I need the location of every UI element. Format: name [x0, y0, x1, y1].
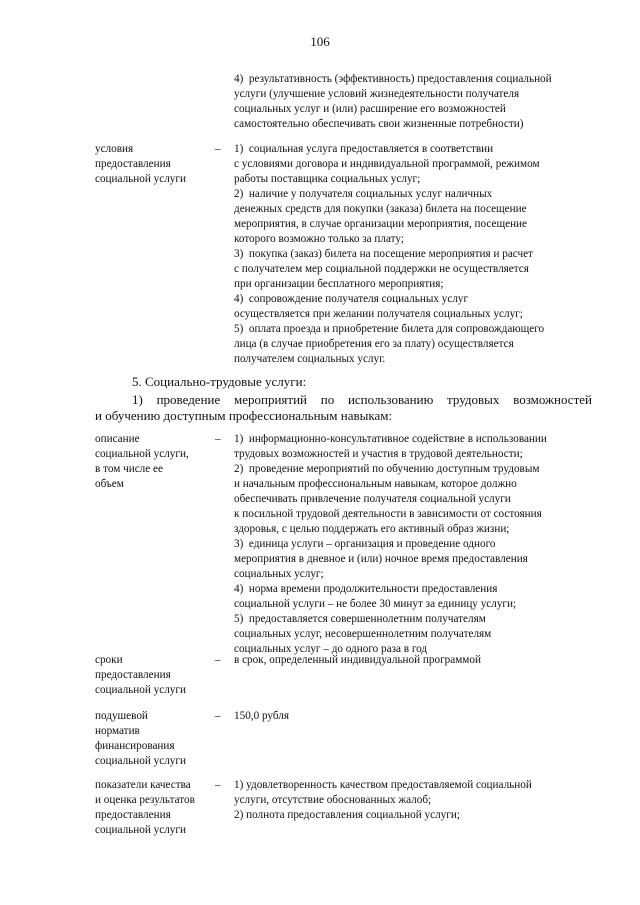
label-line: объем: [95, 478, 124, 490]
text-line: самостоятельно обеспечивать свои жизненные потребности): [234, 118, 524, 130]
dash-separator: –: [215, 779, 221, 791]
text-line: 3) единица услуги – организация и проведение одного: [234, 538, 496, 550]
conditions-text: [234, 142, 596, 367]
text-line: 1) социальная услуга предоставляется в соответствии: [234, 143, 494, 155]
label-line: подушевой: [95, 710, 148, 722]
label-line: социальной услуги: [95, 824, 186, 836]
label-line: описание: [95, 433, 140, 445]
text-line: 3) покупка (заказ) билета на посещение мероприятия и расчет: [234, 248, 534, 260]
text-line: 1) удовлетворенность качеством предоставляемой социальной: [234, 779, 532, 791]
label-line: норматив: [95, 725, 140, 737]
text-line: социальных услуг – до одного раза в год: [234, 643, 428, 655]
label-line: социальной услуги: [95, 173, 186, 185]
text-line: социальной услуги – не более 30 минут за единицу услуги;: [234, 598, 517, 610]
label-line: показатели качества: [95, 779, 191, 791]
page-number: 106: [310, 34, 330, 49]
text-line: социальных услуг и (или) расширение его возможностей: [234, 103, 506, 115]
text-line: мероприятия, в случае организации мероприятия, посещение: [234, 218, 528, 230]
label-line: предоставления: [95, 158, 171, 170]
description-text: [234, 432, 596, 657]
text-line: в срок, определенный индивидуальной программой: [234, 654, 481, 666]
text-line: трудовых возможностей и участия в трудовой деятельности;: [234, 448, 523, 460]
label-line: предоставления: [95, 669, 171, 681]
conditions-label: [95, 142, 215, 187]
subsection-heading-line-1: 1) проведение мероприятий по использованию трудовых возможностей: [132, 392, 592, 407]
label-line: социальной услуги: [95, 755, 186, 767]
terms-text: [234, 653, 596, 668]
text-line: получателем социальных услуг.: [234, 353, 386, 365]
text-line: 4) результативность (эффективность) предоставления социальной: [234, 73, 552, 85]
text-line: обеспечивать привлечение получателя социальной услуги: [234, 493, 511, 505]
text-line: осуществляется при желании получателя социальных услуг;: [234, 308, 523, 320]
text-line: 5) оплата проезда и приобретение билета для сопровождающего: [234, 323, 545, 335]
text-line: социальных услуг;: [234, 568, 324, 580]
label-line: социальной услуги,: [95, 448, 189, 460]
label-line: финансирования: [95, 740, 175, 752]
text-line: социальных услуг, несовершеннолетним получателям: [234, 628, 492, 640]
label-line: и оценка результатов: [95, 794, 195, 806]
text-line: при организации бесплатного мероприятия;: [234, 278, 444, 290]
text-line: 2) проведение мероприятий по обучению доступным трудовым: [234, 463, 540, 475]
text-line: и начальным профессиональным навыкам, которое должно: [234, 478, 517, 490]
text-line: к посильной трудовой деятельности в зависимости от состояния: [234, 508, 542, 520]
terms-label: [95, 653, 215, 698]
text-line: здоровья, с целью поддержать его активный образ жизни;: [234, 523, 510, 535]
norm-text: [234, 709, 596, 724]
label-line: сроки: [95, 654, 123, 666]
text-line: услуги, отсутствие обоснованных жалоб;: [234, 794, 432, 806]
dash-separator: –: [215, 710, 221, 722]
text-line: 4) сопровождение получателя социальных услуг: [234, 293, 469, 305]
label-line: в том числе ее: [95, 463, 163, 475]
subsection-heading-line-2: и обучению доступным профессиональным навыкам:: [95, 408, 393, 423]
top-block-text: [234, 72, 596, 132]
text-line: 4) норма времени продолжительности предоставления: [234, 583, 498, 595]
text-line: 150,0 рубля: [234, 710, 290, 722]
section-heading: 5. Социально-трудовые услуги:: [132, 374, 307, 389]
dash-separator: –: [215, 433, 221, 445]
quality-text: [234, 778, 596, 823]
quality-label: [95, 778, 215, 838]
dash-separator: –: [215, 654, 221, 666]
text-line: которого возможно только за плату;: [234, 233, 404, 245]
label-line: предоставления: [95, 809, 171, 821]
text-line: с получателем мер социальной поддержки не осуществляется: [234, 263, 529, 275]
label-line: социальной услуги: [95, 684, 186, 696]
text-line: мероприятия в дневное и (или) ночное время предоставления: [234, 553, 528, 565]
norm-label: [95, 709, 215, 769]
text-line: 2) наличие у получателя социальных услуг наличных: [234, 188, 493, 200]
dash-separator: –: [215, 143, 221, 155]
text-line: 5) предоставляется совершеннолетним получателям: [234, 613, 486, 625]
description-label: [95, 432, 215, 492]
text-line: 1) информационно-консультативное содействие в использовании: [234, 433, 547, 445]
text-line: 2) полнота предоставления социальной услуги;: [234, 809, 460, 821]
label-line: условия: [95, 143, 134, 155]
text-line: с условиями договора и индивидуальной программой, режимом: [234, 158, 540, 170]
text-line: денежных средств для покупки (заказа) билета на посещение: [234, 203, 527, 215]
text-line: лица (в случае приобретения его за плату) осуществляется: [234, 338, 514, 350]
text-line: услуги (улучшение условий жизнедеятельности получателя: [234, 88, 520, 100]
text-line: работы поставщика социальных услуг;: [234, 173, 421, 185]
